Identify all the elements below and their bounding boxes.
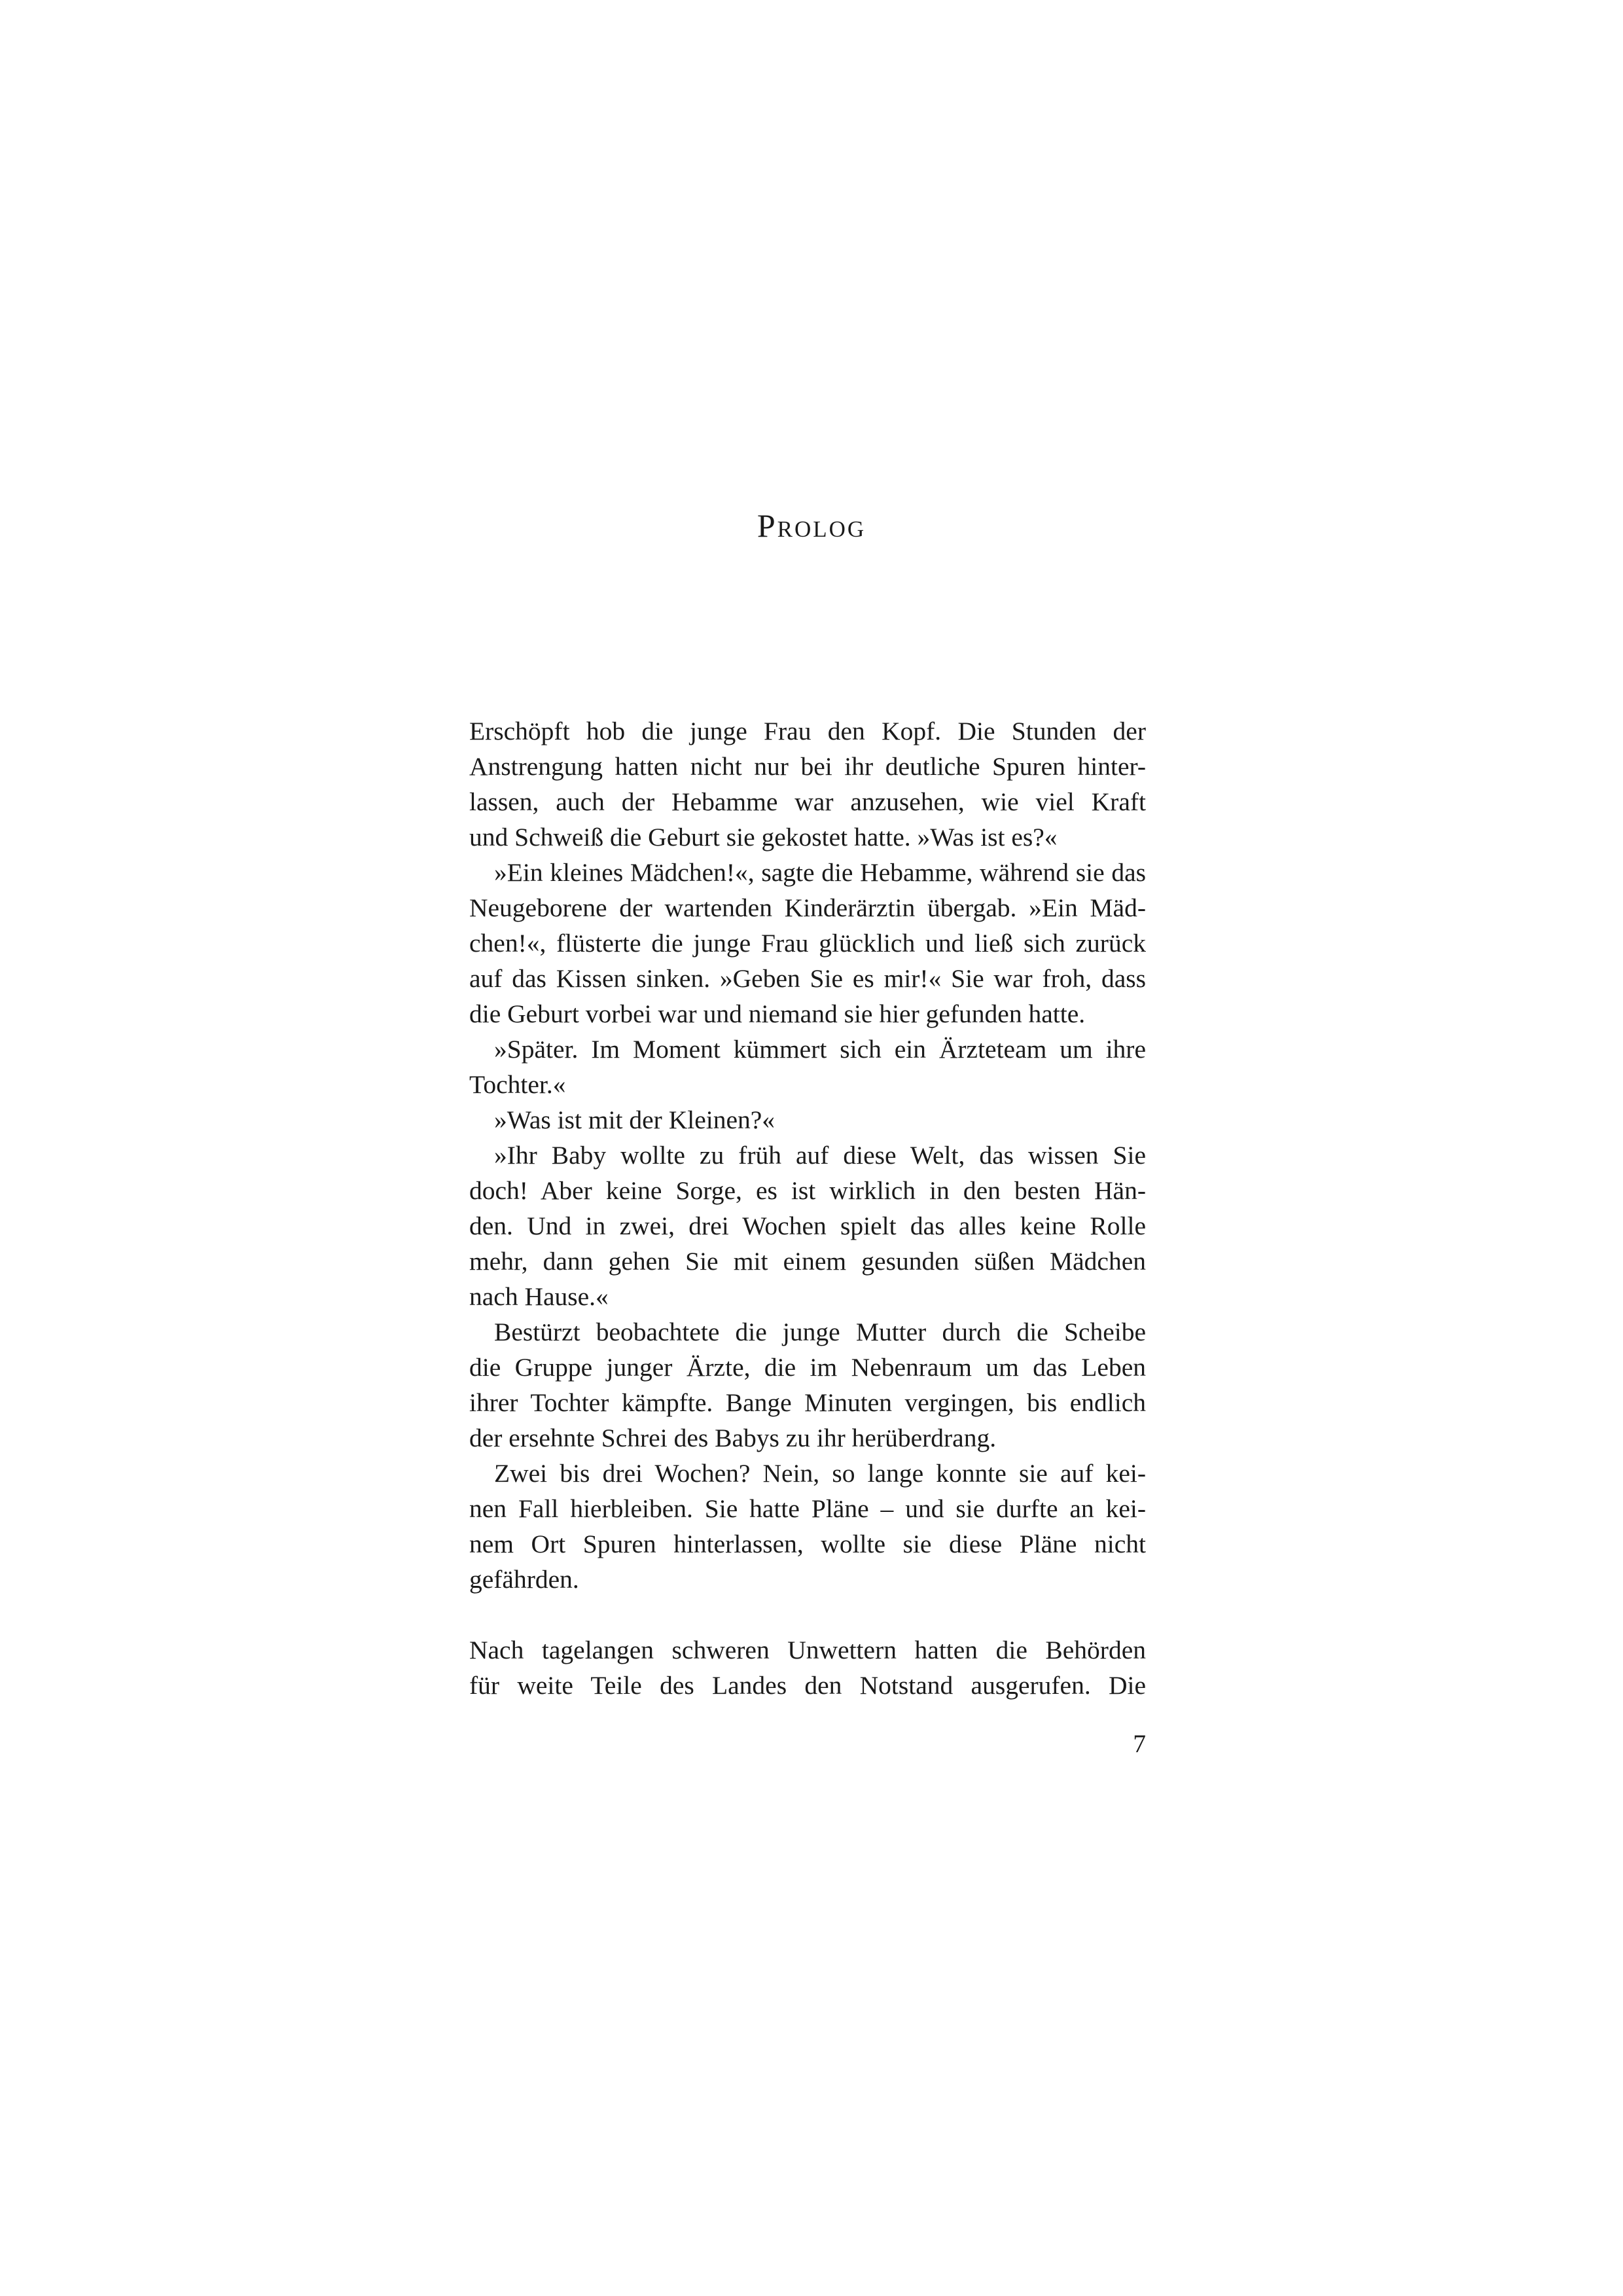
text-line: »Ihr Baby wollte zu früh auf diese Welt, das wissen Sie: [494, 1141, 1146, 1170]
text-line: die Geburt vorbei war und niemand sie hier gefunden hatte.: [469, 999, 1086, 1028]
text-line: der ersehnte Schrei des Babys zu ihr herüberdrang.: [469, 1424, 997, 1452]
text-line: »Später. Im Moment kümmert sich ein Ärzteteam um ihre: [494, 1035, 1146, 1064]
text-line: und Schweiß die Geburt sie gekostet hatte. »Was ist es?«: [469, 823, 1058, 852]
chapter-title: Prolog: [757, 507, 866, 544]
body-text: [469, 713, 1146, 1703]
text-line: mehr, dann gehen Sie mit einem gesunden süßen Mädchen: [469, 1247, 1146, 1276]
text-line: nach Hause.«: [469, 1282, 609, 1311]
text-line: nem Ort Spuren hinterlassen, wollte sie diese Pläne nicht: [469, 1530, 1146, 1558]
text-line: lassen, auch der Hebamme war anzusehen, wie viel Kraft: [469, 787, 1146, 816]
paragraph: [469, 1031, 1146, 1102]
text-line: »Ein kleines Mädchen!«, sagte die Hebamme, während sie das: [494, 858, 1146, 887]
text-line: chen!«, flüsterte die junge Frau glücklich und ließ sich zurück: [469, 929, 1146, 958]
paragraph: [469, 713, 1146, 855]
text-line: den. Und in zwei, drei Wochen spielt das alles keine Rolle: [469, 1211, 1146, 1240]
text-line: Tochter.«: [469, 1070, 566, 1099]
text-line: doch! Aber keine Sorge, es ist wirklich in den besten Hän-: [469, 1176, 1146, 1205]
paragraph: [469, 1138, 1146, 1314]
paragraph: [469, 1456, 1146, 1597]
text-line: nen Fall hierbleiben. Sie hatte Pläne – und sie durfte an kei-: [469, 1494, 1146, 1523]
text-line: die Gruppe junger Ärzte, die im Nebenraum um das Leben: [469, 1353, 1146, 1382]
text-line: Zwei bis drei Wochen? Nein, so lange konnte sie auf kei-: [494, 1459, 1146, 1488]
paragraph: [469, 1102, 1146, 1138]
paragraph: [469, 855, 1146, 1031]
text-line: Erschöpft hob die junge Frau den Kopf. Die Stunden der: [469, 717, 1146, 745]
text-line: auf das Kissen sinken. »Geben Sie es mir!« Sie war froh, dass: [469, 964, 1146, 993]
text-line: ihrer Tochter kämpfte. Bange Minuten vergingen, bis endlich: [469, 1388, 1146, 1417]
text-line: »Was ist mit der Kleinen?«: [494, 1105, 776, 1134]
paragraph: [469, 1632, 1146, 1703]
page-number: 7: [1133, 1729, 1146, 1758]
text-line: Bestürzt beobachtete die junge Mutter durch die Scheibe: [494, 1318, 1146, 1346]
text-line: Anstrengung hatten nicht nur bei ihr deutliche Spuren hinter-: [469, 752, 1146, 781]
section-break: [469, 1597, 1146, 1632]
paragraph: [469, 1314, 1146, 1456]
text-line: für weite Teile des Landes den Notstand ausgerufen. Die: [469, 1671, 1146, 1700]
text-line: Nach tagelangen schweren Unwettern hatten die Behörden: [469, 1636, 1146, 1664]
text-line: gefährden.: [469, 1565, 579, 1594]
text-line: Neugeborene der wartenden Kinderärztin übergab. »Ein Mäd-: [469, 893, 1146, 922]
